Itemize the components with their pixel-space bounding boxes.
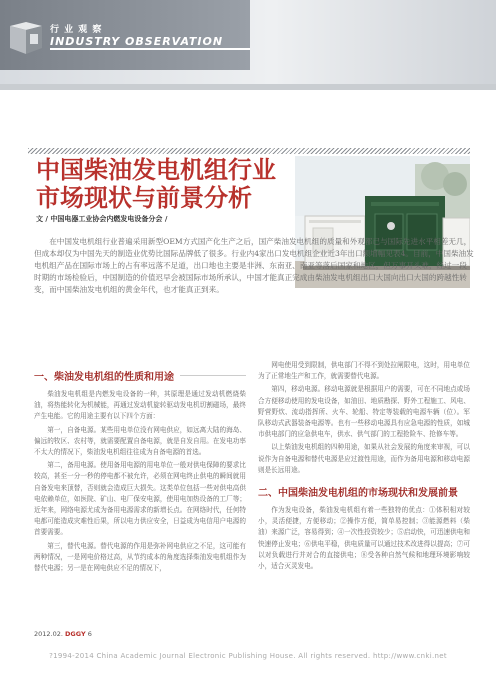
article-title <box>36 156 286 212</box>
footer-magazine: DGGY <box>65 630 86 638</box>
right-column-paragraph: 以上柴油发电机组的四种用途，如果从社会发展的角度来审视，可以说作为自备电源和替代电源是应过渡性用途，而作为备用电源和移动电源则是长远用途。 <box>258 443 470 474</box>
page-footer-issue <box>34 630 92 638</box>
article-lead <box>34 236 474 296</box>
brand-divider <box>50 48 250 50</box>
section2-heading-text: 二、中国柴油发电机组的市场现状和发展前景 <box>258 488 458 500</box>
section1-paragraph: 第三，替代电源。替代电源的作用是弥补网电供应之不足，这可能有两种情况，一是网电价格过高，从节约成本的角度选择柴油发电机组作为替代电源；另一是在网电供应不足的情况下， <box>34 541 246 573</box>
section2-paragraph: 作为发电设备，柴油发电机组有着一些独特的优点：①体积相对较小，灵活便捷，方便移动；②操作方便，简单易控制；③能源燃料（柴油）来源广泛，容易得到；④一次性投资较少；⑤启动快，可迅速供电和快速停止发电；⑥供电平稳，供电质量可以通过技术改进得以提高；⑦可以对负载进行并对合的直接供电；⑧受各种自然气候和地理环境影响较小，适合灭灵发电。 <box>258 506 470 571</box>
section1-heading-rule <box>180 375 246 376</box>
brand-title <box>50 22 235 48</box>
header-strip <box>0 84 496 90</box>
footer-issue-date: 2012.02. <box>34 630 63 638</box>
section1-paragraph: 第一，自备电源。某些用电单位没有网电供应，如远离大陆的海岛、偏远的牧区、农村等，就需要配置自备电源，就是自发自用。在发电功率不太大的情况下，柴油发电机组往往成为自备电源的首选。 <box>34 425 246 457</box>
section1-heading-text: 一、柴油发电机组的性质和用途 <box>34 372 174 383</box>
section2-heading <box>258 484 470 499</box>
right-column <box>258 360 470 574</box>
title-hatch-divider <box>28 148 470 154</box>
article-byline: 文 / 中国电器工业协会内燃发电设备分会 / <box>36 215 168 223</box>
footer-page-number: 6 <box>87 630 92 638</box>
section1-paragraph: 柴油发电机组是内燃发电设备的一种，其原理是通过发动机燃烧柴油，将热能转化为机械能，再通过发动机旋转驱动发电机切割磁场，最终产生电能。它的用途主要有以下四个方面： <box>34 390 246 421</box>
lead-paragraph: 在中国发电机组行业普遍采用新型OEM方式国产化生产之后，国产柴油发电机组的质量和外观都已与国际先进水平相差无几，但成本却仅为中国先天的制造业优势比国际品牌低了很多。行业内4家出口发电机组企业近3年出口额增幅见表4。目前，中国柴油发电机组产品在国际市场上的占有率远落不足道，出口地也主要是非洲、东南亚、南亚等落后国家和地区，但万事开头难，经过一段时期的市场检验后，中国制造的价值迟早会被国际市场所承认，中国才能真正完成由柴油发电机组出口大国向出口大国的跨越性转变，而中国柴油发电机组的黄金年代，也才能真正到来。 <box>34 237 474 294</box>
brand-logo-icon <box>6 18 46 58</box>
copyright-notice: ?1994-2014 China Academic Journal Electronic Publishing House. All rights reserved. http://www.cnki.net <box>49 652 447 660</box>
section1-heading <box>34 368 246 383</box>
right-column-paragraph: 网电使用受到限制，供电部门不得不到处拉闸限电，这时，用电单位为了正常地生产和工作，就需要替代电源。 <box>258 361 470 381</box>
article-title-line-1: 中国柴油发电机组行业 <box>36 155 276 184</box>
brand-title-en: INDUSTRY OBSERVATION <box>50 35 224 48</box>
article-title-line-2: 市场现状与前景分析 <box>36 183 252 212</box>
left-column <box>34 368 246 576</box>
brand-title-cn: 行 业 观 察 <box>50 25 103 35</box>
right-column-paragraph: 第四，移动电源。移动电源就是根据用户的需要，可在不同地点或场合方便移动使用的发电设备，如油田、地质勘探、野外工程施工、风电、野营野炊、流动指挥所、火车、轮船、特定等装载的电源车辆（位）。军队移动式武器装备电源等。也有一些移动电源具有应急电源的性质，如城市供电部门的应急供电车，供水、供气部门的工程抢险车、抢修车等。 <box>258 385 470 439</box>
section1-paragraph: 第二，备用电源。使用备用电源的用电单位一般对供电保障的要求比较高，甚至一分一秒的停电都不被允许，必须在网电终止供电的瞬间就用自备发电来顶替，否则就会造成巨大损失。这类单位包括一些对供电高供电依赖单位，如医院、矿山、电厂保安电源，使用电加热设备的工厂等；近年来，网络电源尤成为备用电源需求的新增长点。在网络时代，任何特电都可能造成灾难性后果，所以电力供应安全，日益成为电信用户电源的首要需要。 <box>34 461 246 537</box>
